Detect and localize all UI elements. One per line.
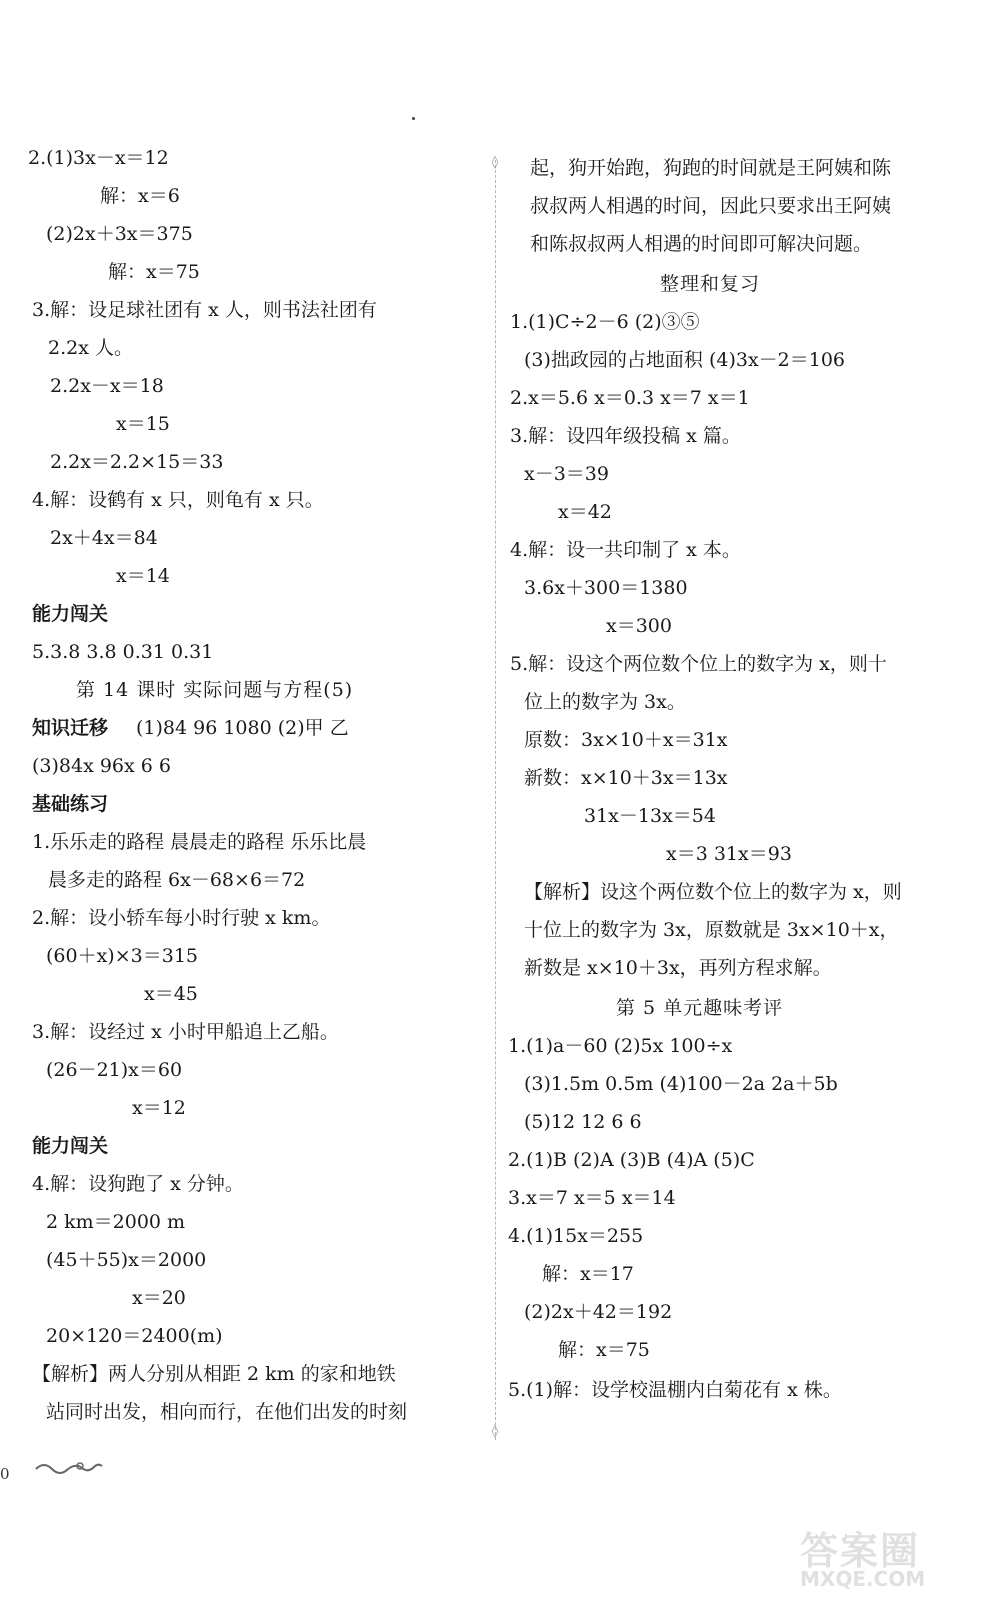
b2-line1: 2.解：设小轿车每小时行驶 x km。	[32, 907, 331, 929]
q4-line1: 4.解：设鹤有 x 只，则龟有 x 只。	[32, 489, 324, 511]
t5-line1: 5.(1)解：设学校温棚内白菊花有 x 株。	[508, 1379, 842, 1401]
r3-eq1: x－3＝39	[524, 463, 609, 485]
q3-eq3: 2.2x＝2.2×15＝33	[50, 451, 224, 473]
section-heading: 知识迁移	[32, 717, 109, 739]
section-heading: 基础练习	[32, 793, 109, 815]
section-heading: 能力闯关	[32, 1135, 109, 1157]
r5-analysis-2: 十位上的数字为 3x，原数就是 3x×10＋x，	[524, 919, 899, 941]
r5-new: 新数：x×10＋3x＝13x	[524, 767, 728, 789]
transfer-answers-1: (1)84 96 1080 (2)甲 乙	[136, 717, 349, 739]
page-number: 0	[0, 1465, 10, 1483]
q5-answers: 5.3.8 3.8 0.31 0.31	[32, 641, 214, 663]
q3-eq1: 2.2x－x＝18	[50, 375, 164, 397]
b3-line1: 3.解：设经过 x 小时甲船追上乙船。	[32, 1021, 339, 1043]
t4-part1-solution: 解：x＝17	[542, 1263, 634, 1285]
watermark-logo	[800, 1520, 980, 1590]
column-divider	[495, 160, 496, 1440]
r4-eq2: x＝300	[606, 615, 672, 637]
r4-line1: 4.解：设一共印制了 x 本。	[510, 539, 741, 561]
divider-ornament-icon: ◊	[491, 1424, 499, 1439]
divider-ornament-icon: ◊	[491, 155, 499, 170]
q2-part2: (2)2x＋3x＝375	[46, 223, 193, 245]
section-heading: 能力闯关	[32, 603, 109, 625]
q3-eq2: x＝15	[116, 413, 170, 435]
t4-part1: 4.(1)15x＝255	[508, 1225, 644, 1247]
r5-eq2: x＝3 31x＝93	[666, 843, 792, 865]
q2-part1-solution: 解：x＝6	[100, 185, 180, 207]
q2-part2-solution: 解：x＝75	[108, 261, 200, 283]
b3-eq1: (26－21)x＝60	[46, 1059, 183, 1081]
t1-line2: (3)1.5m 0.5m (4)100－2a 2a＋5b	[524, 1073, 838, 1095]
c4-analysis-2: 站同时出发，相向而行，在他们出发的时刻	[46, 1401, 408, 1423]
r3-line1: 3.解：设四年级投稿 x 篇。	[510, 425, 741, 447]
r5-line2: 位上的数字为 3x。	[524, 691, 686, 713]
r5-analysis-1: 【解析】设这个两位数个位上的数字为 x，则	[524, 881, 902, 903]
c4-eq3: x＝20	[132, 1287, 186, 1309]
c4-eq4: 20×120＝2400(m)	[46, 1325, 223, 1347]
b2-eq2: x＝45	[144, 983, 198, 1005]
r5-eq1: 31x－13x＝54	[584, 805, 716, 827]
t4-part2: (2)2x＋42＝192	[524, 1301, 673, 1323]
c4-analysis-1: 【解析】两人分别从相距 2 km 的家和地铁	[32, 1363, 396, 1385]
q4-eq2: x＝14	[116, 565, 170, 587]
t1-line1: 1.(1)a－60 (2)5x 100÷x	[508, 1035, 733, 1057]
watermark-url: MXQE.COM	[800, 1567, 926, 1591]
q4-eq1: 2x＋4x＝84	[50, 527, 158, 549]
q3-line1: 3.解：设足球社团有 x 人，则书法社团有	[32, 299, 377, 321]
b1-line2: 晨多走的路程 6x－68×6＝72	[48, 869, 306, 891]
analysis-cont-2: 叔叔两人相遇的时间，因此只要求出王阿姨	[530, 195, 892, 217]
q3-line2: 2.2x 人。	[48, 337, 133, 359]
r5-original: 原数：3x×10＋x＝31x	[524, 729, 728, 751]
c4-line1: 4.解：设狗跑了 x 分钟。	[32, 1173, 244, 1195]
review-title: 整理和复习	[660, 273, 761, 295]
r1-line1: 1.(1)C÷2－6 (2)③⑤	[510, 311, 700, 333]
t2-answers: 2.(1)B (2)A (3)B (4)A (5)C	[508, 1149, 755, 1171]
analysis-cont-1: 起，狗开始跑，狗跑的时间就是王阿姨和陈	[530, 157, 892, 179]
c4-eq1: 2 km＝2000 m	[46, 1211, 186, 1233]
analysis-cont-3: 和陈叔叔两人相遇的时间即可解决问题。	[530, 233, 873, 255]
t3-answers: 3.x＝7 x＝5 x＝14	[508, 1187, 676, 1209]
b1-line1: 1.乐乐走的路程 晨晨走的路程 乐乐比晨	[32, 831, 367, 853]
c4-eq2: (45＋55)x＝2000	[46, 1249, 207, 1271]
wave-ornament-icon	[34, 1457, 104, 1477]
r5-line1: 5.解：设这个两位数个位上的数字为 x，则十	[510, 653, 887, 675]
t1-line3: (5)12 12 6 6	[524, 1111, 642, 1133]
b3-eq2: x＝12	[132, 1097, 186, 1119]
lesson-title: 第 14 课时 实际问题与方程(5)	[76, 679, 354, 701]
r5-analysis-3: 新数是 x×10＋3x，再列方程求解。	[524, 957, 832, 979]
stray-dot	[412, 117, 415, 120]
r4-eq1: 3.6x＋300＝1380	[524, 577, 688, 599]
q2-part1: 2.(1)3x－x＝12	[28, 147, 169, 169]
r2-answers: 2.x＝5.6 x＝0.3 x＝7 x＝1	[510, 387, 750, 409]
r1-line2: (3)拙政园的占地面积 (4)3x－2＝106	[524, 349, 846, 371]
r3-eq2: x＝42	[558, 501, 612, 523]
transfer-answers-2: (3)84x 96x 6 6	[32, 755, 171, 777]
t4-part2-solution: 解：x＝75	[558, 1339, 650, 1361]
unit-test-title: 第 5 单元趣味考评	[616, 997, 784, 1019]
b2-eq1: (60＋x)×3＝315	[46, 945, 198, 967]
watermark-text: 答案圈	[800, 1529, 921, 1573]
